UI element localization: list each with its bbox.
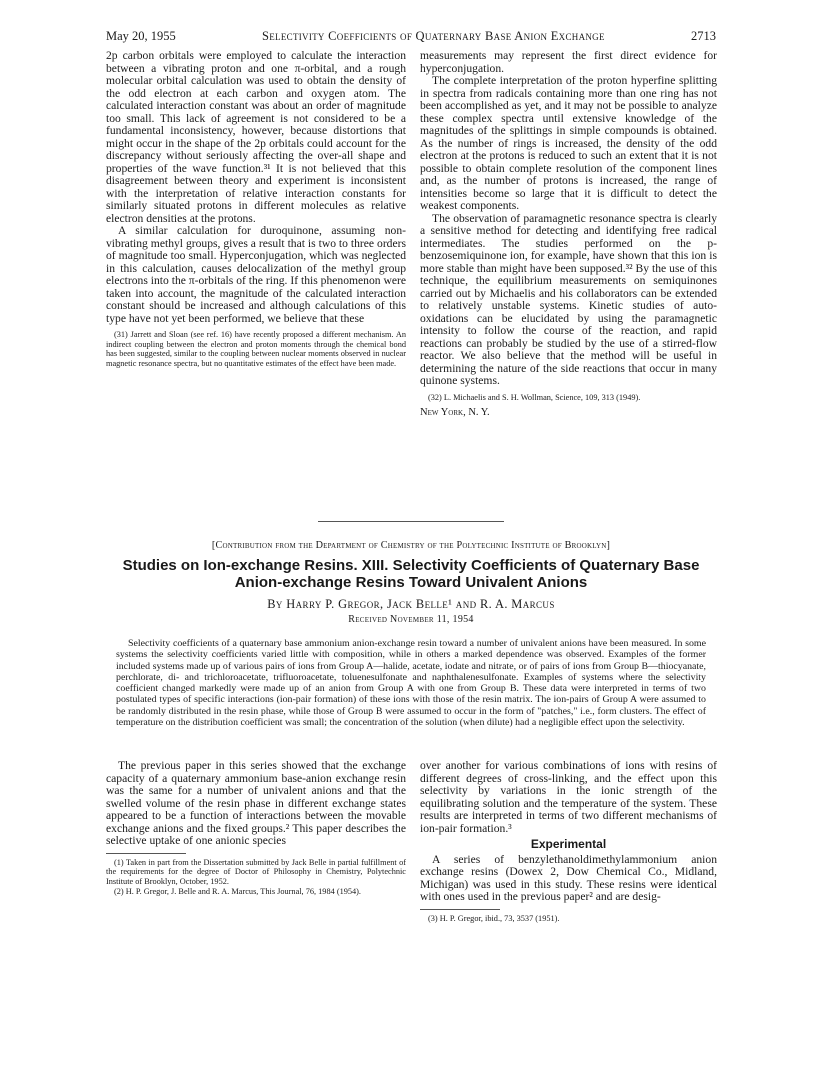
prev-left-paragraph-2: A similar calculation for duroquinone, assuming non-vibrating methyl groups, gives a result that is two to three orders of magnitude too small. Hyperconjugation, which was neglected in this calculation, causes delocalization of the methyl group electrons into the π-orbitals of the ring. If this phenomenon were taken into account, the magnitude of the calculated interaction constant should be increased and although calculations of this type have not yet been performed, we believe that these [106,224,406,325]
article-title-line-2: Anion-exchange Resins Toward Univalent Anions [234,574,588,591]
prev-left-column [106,50,406,369]
prev-left-paragraph-1: 2p carbon orbitals were employed to calculate the interaction between a vibrating proton and one π-orbital, and a rough molecular orbital calculation was used to obtain the density of the odd electron at each carbon and oxygen atom. The calculated interaction constant was about an order of magnitude too small. This lack of agreement is not considered to be a fundamental inconsistency, however, because distortions that might occur in the shape of the 2p orbitals could account for the discrepancy without seriously affecting the over-all shape and properties of the wave function.³¹ It is not believed that this disagreement between theory and experiment is inconsistent with the interpretation of relative interaction constants for similarly situated protons in different molecules as relative electron densities at the protons. [106,49,406,225]
body-left-footnotes [106,858,406,897]
running-header [106,29,716,44]
footnote-31: (31) Jarrett and Sloan (see ref. 16) have recently proposed a different mechanism. An indirect coupling between the electron and proton moments through the chemical bond has been suggested, similar to the coupling between nuclear moments observed in nuclear magnetic resonance spectra, but no quantitative estimates of the effect have been made. [106,330,406,368]
section-heading-experimental: Experimental [530,837,607,851]
body-right-column [420,760,717,924]
affiliation: New York, N. Y. [420,407,490,419]
intro-paragraph: The previous paper in this series showed that the exchange capacity of a quaternary ammonium base-anion exchange resin was the same for a number of univalent anions and that the swelled volume of the resin phase in different exchange states appeared to be a function of interactions between the movable exchange anions and the fixed groups.² This paper describes the selective uptake of one anionic species [106,759,406,847]
article-title [106,557,716,591]
continuation-paragraph: over another for various combinations of ions with resins of different degrees of cross-linking, and the effect upon this selectivity by variations in the ionic strength of the equilibrating solution and the temperature of the system. These results are interpreted in terms of two different mechanisms of ion-pair formation.³ [420,759,717,835]
prev-right-column [420,50,717,420]
footnote-1: (1) Taken in part from the Dissertation submitted by Jack Belle in partial fulfillment of the requirements for the degree of Doctor of Philosophy in Chemistry, Polytechnic Institute of Brooklyn, October, 1952. [106,857,406,886]
prev-right-paragraph-2: The complete interpretation of the proton hyperfine splitting in spectra from radicals containing more than one ring has not been accomplished as yet, and it may not be possible to analyze these complex spectra until extensive knowledge of the magnitudes of the splittings in simple compounds is obtained. As the number of rings is increased, the density of the odd electron at the protons is reduced to such an extent that it is not possible to obtain complete resolution of the component lines and, as the number of protons is increased, the range of intensities become so large that it is difficult to detect the weakest components. [420,74,717,212]
footnote-rule [106,853,186,854]
footnote-3: (3) H. P. Gregor, ibid., 73, 3537 (1951). [428,913,560,923]
article-separator-rule [318,521,504,522]
experimental-paragraph: A series of benzylethanoldimethylammonium anion exchange resins (Dowex 2, Dow Chemical Co., Midland, Michigan) was used in this study. These resins were identical with ones used in the previous paper² and are desig- [420,852,717,903]
prev-left-footnote [106,330,406,368]
article-authors: By Harry P. Gregor, Jack Belle¹ and R. A. Marcus [267,597,555,611]
header-date: May 20, 1955 [106,29,176,43]
prev-right-paragraph-1: measurements may represent the first direct evidence for hyperconjugation. [420,49,717,75]
body-left-column [106,760,406,898]
abstract-text: Selectivity coefficients of a quaternary base ammonium anion-exchange resin toward a number of univalent anions have been measured. In some systems the selectivity coefficients varied little with composition, while in others a marked dependence was observed. Examples of the former included systems made up of various pairs of ions from Group A—halide, acetate, iodate and nitrate, or of pairs of ions from Group B—thiocyanate, perchlorate, di- and trichloroacetate, trifluoroacetate, toluenesulfonate and naphthalenesulfonate. Examples of systems where the selectivity coefficient changed markedly were made up of an anion from Group A with one from Group B. These data were interpreted in terms of two postulated types of specific interactions (ion-pair formation) of these ions with those of the resin matrix. The ion-pairs of Group A were assumed to be randomly distributed in the resin phase, while those of Group B were assumed to occur in the form of "patches," i.e., form clusters. The effect of temperature on the distribution coefficient was small; the concentration of the solution (when dilute) had a negligible effect upon the selectivity. [116,638,706,729]
header-page-number: 2713 [690,29,716,43]
header-running-title: Selectivity Coefficients of Quaternary Base Anion Exchange [262,29,605,43]
contribution-line: [Contribution from the Department of Chemistry of the Polytechnic Institute of Brooklyn] [211,540,611,551]
footnote-rule-right [420,909,500,910]
footnote-32: (32) L. Michaelis and S. H. Wollman, Science, 109, 313 (1949). [428,392,641,402]
abstract [116,638,706,728]
footnote-2: (2) H. P. Gregor, J. Belle and R. A. Marcus, This Journal, 76, 1984 (1954). [114,887,362,897]
body-right-footnote [420,914,717,924]
prev-right-footnote [420,393,717,403]
prev-right-paragraph-3: The observation of paramagnetic resonance spectra is clearly a sensitive method for detecting and identifying free radical intermediates. The studies performed on the p-benzosemiquinone ion, for example, have shown that this ion is more stable than might have been supposed.³² By the use of this technique, the equilibrium measurements on semiquinones carried out by Michaelis and his collaborators can be extended to relatively unstable systems. Kinetic studies of auto-oxidations can be elucidated by using the paramagnetic intensity to follow the course of the reaction, and rapid reactions can probably be studied by the use of a stirred-flow reactor. We also believe that the method will be useful in determining the nature of the side reactions that occur in many quinone systems. [420,211,717,387]
received-date: Received November 11, 1954 [348,614,474,625]
article-title-line-1: Studies on Ion-exchange Resins. XIII. Selectivity Coefficients of Quaternary Base [122,557,700,574]
